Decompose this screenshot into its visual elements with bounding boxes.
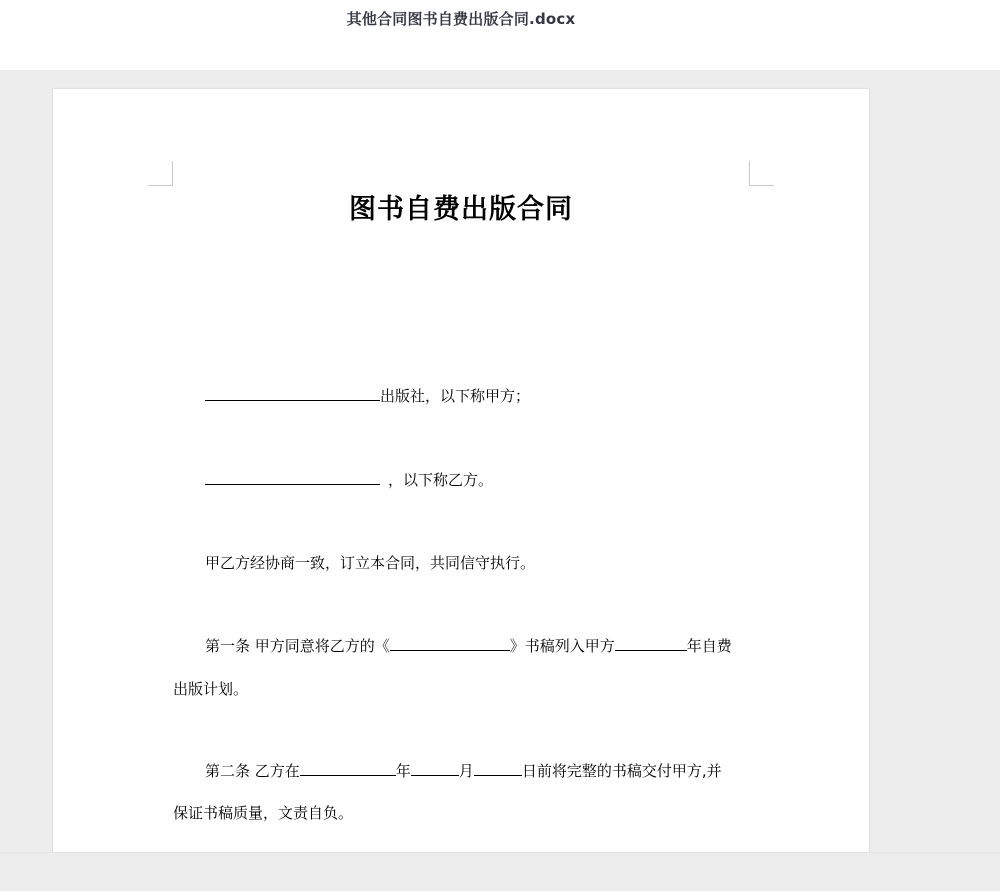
document-file-name: 其他合同图书自费出版合同.docx: [346, 10, 576, 28]
article-one-text-b: 》书稿列入甲方: [509, 637, 615, 655]
bottom-bar: [0, 852, 1000, 891]
article-one-text-a: 第一条 甲方同意将乙方的《: [205, 637, 390, 655]
blank-line: [411, 763, 459, 776]
paragraph-party-a: [173, 385, 751, 406]
margin-corner-mark-left: [148, 161, 173, 186]
article-two-text-b: 年: [395, 762, 411, 780]
blank-line: [205, 472, 380, 485]
article-two-text-d: 日前将完整的书稿交付甲方,并: [521, 762, 722, 780]
article-one-text-d: 出版计划。: [173, 680, 249, 698]
blank-line: [390, 638, 510, 651]
paragraph-agreement: [173, 552, 751, 573]
margin-corner-mark-right: [749, 161, 774, 186]
paragraph-text: 甲乙方经协商一致，订立本合同，共同信守执行。: [205, 554, 536, 572]
blank-line: [615, 638, 687, 651]
article-one-line1: [173, 635, 751, 656]
top-bar: [0, 0, 1000, 70]
article-one-text-c: 年自费: [686, 637, 732, 655]
blank-line: [474, 763, 522, 776]
article-two-line1: [173, 760, 751, 781]
document-viewer[interactable]: [0, 70, 1000, 852]
blank-line: [205, 388, 380, 401]
paragraph-party-b: [173, 469, 751, 490]
article-two-text-c: 月: [458, 762, 474, 780]
document-page: [53, 89, 869, 859]
article-two-text-a: 第二条 乙方在: [205, 762, 300, 780]
paragraph-text: 出版社，以下称甲方；: [380, 387, 531, 405]
article-one-line2: [173, 678, 751, 699]
article-two-line2: [173, 802, 751, 823]
blank-line: [300, 763, 396, 776]
paragraph-text: ，以下称乙方。: [388, 471, 494, 489]
article-two-text-e: 保证书稿质量，文责自负。: [173, 804, 354, 822]
document-title: 图书自费出版合同: [349, 194, 573, 225]
